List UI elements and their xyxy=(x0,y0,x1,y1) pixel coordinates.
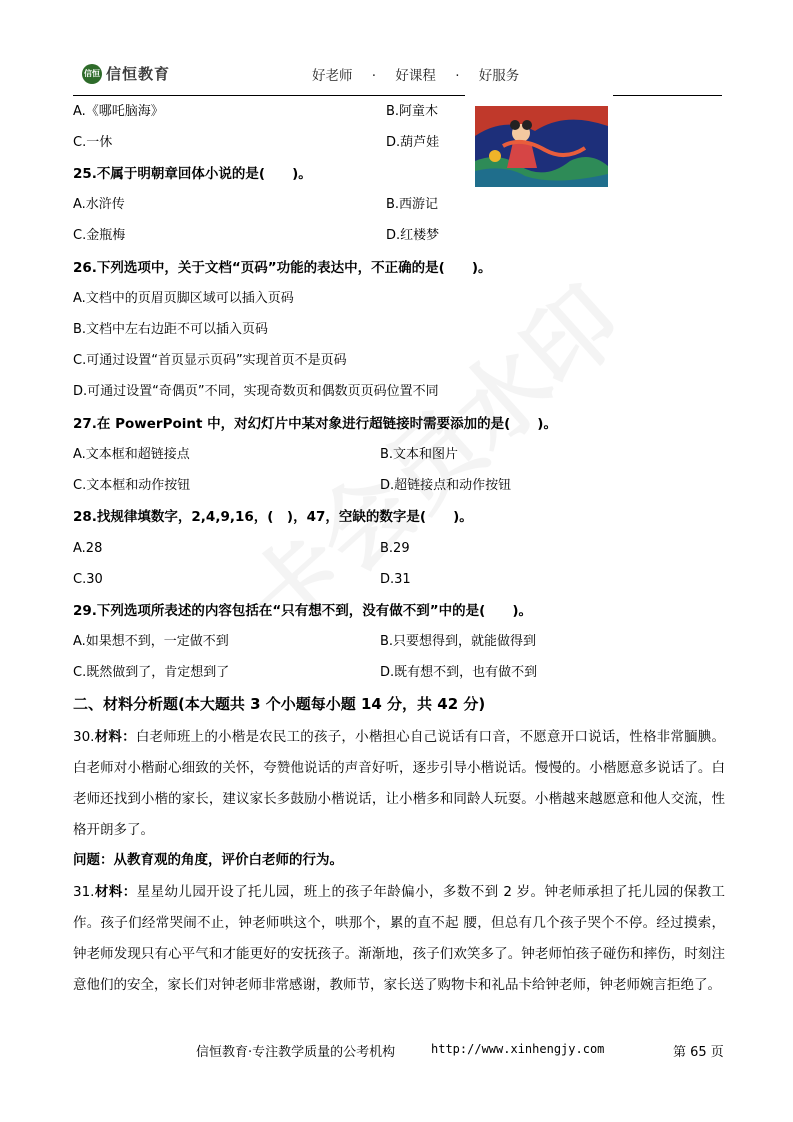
logo-text: 信恒教育 xyxy=(106,65,171,83)
option-c: C.30 xyxy=(73,572,103,587)
material-text: 白老师班上的小楷是农民工的孩子，小楷担心自己说话有口音，不愿意开口说话，性格非常腼腆。白老师对小楷耐心细致的关怀，夸赞他说话的声音好听，逐步引导小楷说话。慢慢的。小楷愿意多说话了。白老师还找到小楷的家长，建议家长多鼓励小楷说话，让小楷多和同龄人玩耍。小楷越来越愿意和他人交流，性格开朗多了。 xyxy=(73,729,725,838)
page-number: 第 65 页 xyxy=(673,1045,724,1060)
question-number: 31. xyxy=(73,884,95,900)
option-d: D.葫芦娃 xyxy=(386,135,440,150)
option-a: A.水浒传 xyxy=(73,197,125,212)
header-rule xyxy=(613,95,722,96)
header-slogan xyxy=(312,64,534,84)
slogan-dot: · xyxy=(455,68,460,84)
section-heading: 二、材料分析题(本大题共 3 个小题每小题 14 分，共 42 分) xyxy=(73,695,486,713)
option-c: C.文本框和动作按钮 xyxy=(73,478,191,493)
header-rule xyxy=(73,95,465,96)
material-paragraph xyxy=(73,722,725,846)
option-d: D.红楼梦 xyxy=(386,228,440,243)
question-number: 30. xyxy=(73,729,95,745)
material-text: 星星幼儿园开设了托儿园，班上的孩子年龄偏小，多数不到 2 岁。钟老师承担了托儿园的保教工作。孩子们经常哭闹不止，钟老师哄这个，哄那个，累的直不起 腰，但总有几个孩子哭个不停。经过摸索，钟老师发现只有心平气和才能更好的安抚孩子。渐渐地，孩子们欢笑多了。钟老师怕孩子碰伤和摔伤，时刻注意他们的安全，家长们对钟老师非常感谢，教师节，家长送了购物卡和礼品卡给钟老师，钟老师婉言拒绝了。 xyxy=(73,884,726,993)
option-b: B.阿童木 xyxy=(386,104,439,119)
option-b: B.文本和图片 xyxy=(380,447,459,462)
slogan-dot: · xyxy=(371,68,377,84)
slogan-item: 好服务 xyxy=(478,68,520,84)
option-b: B.西游记 xyxy=(386,197,439,212)
option-d: D.可通过设置“奇偶页”不同，实现奇数页和偶数页页码位置不同 xyxy=(73,384,439,399)
option-a: A.如果想不到，一定做不到 xyxy=(73,634,229,649)
material-paragraph xyxy=(73,877,725,1001)
question-prompt: 问题：从教育观的角度，评价白老师的行为。 xyxy=(73,852,343,868)
option-a: A.文本框和超链接点 xyxy=(73,447,190,462)
option-b: B.29 xyxy=(380,541,410,556)
material-label: 材料： xyxy=(94,884,137,900)
option-b: B.文档中左右边距不可以插入页码 xyxy=(73,322,269,337)
option-a: A.28 xyxy=(73,541,103,556)
question-stem: 27.在 PowerPoint 中，对幻灯片中某对象进行超链接时需要添加的是( )。 xyxy=(73,416,557,432)
material-label: 材料： xyxy=(94,729,136,745)
question-stem: 29.下列选项所表述的内容包括在“只有想不到，没有做不到”中的是( )。 xyxy=(73,603,532,619)
slogan-item: 好老师 xyxy=(312,68,353,84)
option-c: C.一休 xyxy=(73,135,113,150)
footer-url[interactable]: http://www.xinhengjy.com xyxy=(431,1042,605,1056)
option-d: D.31 xyxy=(380,572,411,587)
footer-org: 信恒教育·专注教学质量的公考机构 xyxy=(196,1045,396,1060)
option-d: D.既有想不到，也有做不到 xyxy=(380,665,538,680)
option-a: A.《哪吒脑海》 xyxy=(73,104,164,119)
nezha-illustration xyxy=(475,106,608,187)
question-stem: 26.下列选项中，关于文档“页码”功能的表达中，不正确的是( )。 xyxy=(73,260,492,276)
option-b: B.只要想得到，就能做得到 xyxy=(380,634,537,649)
option-c: C.可通过设置“首页显示页码”实现首页不是页码 xyxy=(73,353,347,368)
question-stem: 25.不属于明朝章回体小说的是( )。 xyxy=(73,166,312,182)
option-d: D.超链接点和动作按钮 xyxy=(380,478,512,493)
logo-icon: 信恒 xyxy=(82,64,102,84)
slogan-item: 好课程 xyxy=(395,68,436,84)
option-c: C.金瓶梅 xyxy=(73,228,126,243)
option-c: C.既然做到了，肯定想到了 xyxy=(73,665,230,680)
question-stem: 28.找规律填数字，2,4,9,16，( )，47，空缺的数字是( )。 xyxy=(73,509,473,525)
option-a: A.文档中的页眉页脚区域可以插入页码 xyxy=(73,291,294,306)
